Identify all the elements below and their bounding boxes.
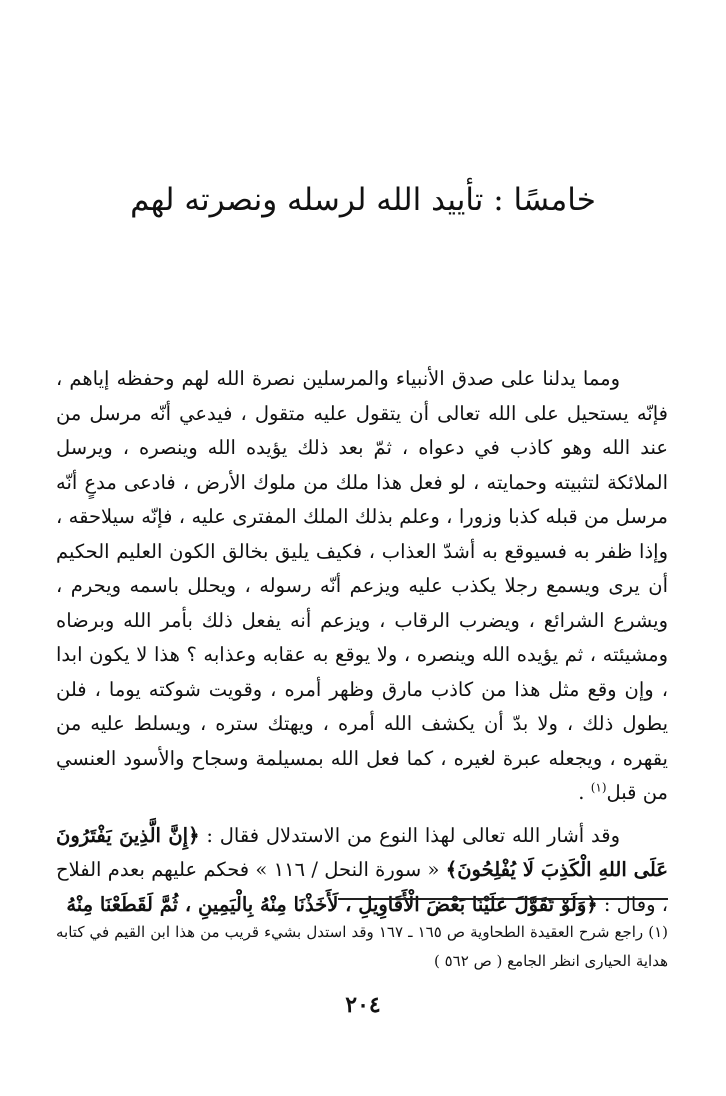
paragraph-1: ومما يدلنا على صدق الأنبياء والمرسلين نصرة الله لهم وحفظه إياهم ، فإنّه يستحيل على الله تعالى أن يتقول عليه متقول ، فيدعي أنّه مرسل من عند الله وهو كاذب في دعواه ، ثمّ بعد ذلك يؤيده الله وينصره ، ويرسل الملائكة لتثبيته وحمايته ، لو فعل هذا ملك من ملوك الأرض ، فادعى مدعٍ أنّه مرسل من قبله كذبا وزورا ، وعلم بذلك الملك المفترى عليه ، فإنّه سيلاحقه ، وإذا ظفر به فسيوقع به أشدّ العذاب ، فكيف يليق بخالق الكون العليم الحكيم أن يرى ويسمع رجلا يكذب عليه ويزعم أنّه رسوله ، ويحلل باسمه ويحرم ، ويشرع الشرائع ، ويضرب الرقاب ، ويزعم أنه يفعل ذلك بأمر الله وبرضاه ومشيئته ، ثم يؤيده الله وينصره ، ولا يوقع به عقابه وعذابه ؟ هذا لا يكون ابدا ، وإن وقع مثل هذا من كاذب مارق وظهر أمره ، وقويت شوكته يوما ، فلن يطول ذلك ، ولا بدّ أن يكشف الله أمره ، ويهتك ستره ، ويسلط عليه من يقهره ، ويجعله عبرة لغيره ، كما فعل الله بمسيلمة وسجاح والأسود العنسي من قبل$^{(١)}$ . (56, 367, 668, 804)
footnote-divider (338, 898, 668, 900)
main-text (56, 362, 668, 922)
footnote-1: (١) راجع شرح العقيدة الطحاوية ص ١٦٥ ـ ١٦٧ وقد استدل بشيء قريب من هذا ابن القيم في كتابه هداية الحيارى انظر الجامع ( ص ٥٦٢ ) (56, 923, 669, 970)
quran-verse-1: ﴿إِنَّ الَّذِينَ يَفْتَرُونَ عَلَى اللهِ الْكَذِبَ لَا يُفْلِحُونَ﴾ (56, 823, 668, 881)
footnotes (56, 918, 668, 976)
paragraph-2-middle: فحكم عليهم بعدم الفلاح ، وقال : (56, 858, 668, 916)
quran-verse-2: ﴿وَلَوْ تَقَوَّلَ عَلَيْنَا بَعْضَ الْأَقَاوِيلِ ، لَأَخَذْنَا مِنْهُ بِالْيَمِينِ ، ثُمَّ لَقَطَعْنَا مِنْهُ (66, 892, 598, 916)
section-heading: خامسًا : تأييد الله لرسله ونصرته لهم (130, 182, 596, 218)
paragraph-2-intro: وقد أشار الله تعالى لهذا النوع من الاستدلال فقال : (206, 823, 621, 847)
page-number: ٢٠٤ (345, 992, 381, 1018)
paragraph-2 (56, 819, 668, 923)
verse-1-reference: « سورة النحل / ١١٦ » (255, 858, 440, 881)
paragraph-1-text: ومما يدلنا على صدق الأنبياء والمرسلين نصرة الله لهم وحفظه إياهم ، فإنّه يستحيل على الله تعالى أن يتقول عليه متقول ، فيدعي أنّه مرسل من عند الله وهو كاذب في دعواه ، ثمّ بعد ذلك يؤيده الله وينصره ، ويرسل الملائكة لتثبيته وحمايته ، لو فعل هذا ملك من ملوك الأرض ، فادعى مدعٍ أنّه مرسل من قبله كذبا وزورا ، وعلم بذلك الملك المفترى عليه ، فإنّه سيلاحقه ، وإذا ظفر به فسيوقع به أشدّ العذاب ، فكيف يليق بخالق الكون العليم الحكيم أن يرى ويسمع رجلا يكذب عليه ويزعم أنّه رسوله ، ويحلل باسمه ويحرم ، ويشرع الشرائع ، ويضرب الرقاب ، ويزعم أنه يفعل ذلك بأمر الله وبرضاه ومشيئته ، ثم يؤيده الله وينصره ، ولا يوقع به عقابه وعذابه ؟ هذا لا يكون ابدا ، وإن وقع مثل هذا من كاذب مارق وظهر أمره ، وقويت شوكته يوما ، فلن يطول ذلك ، ولا بدّ أن يكشف الله أمره ، ويهتك ستره ، ويسلط عليه من يقهره ، ويجعله عبرة لغيره ، كما فعل الله بمسيلمة وسجاح والأسود العنسي من قبل (56, 367, 668, 804)
footnote-reference: (١) (590, 780, 607, 795)
